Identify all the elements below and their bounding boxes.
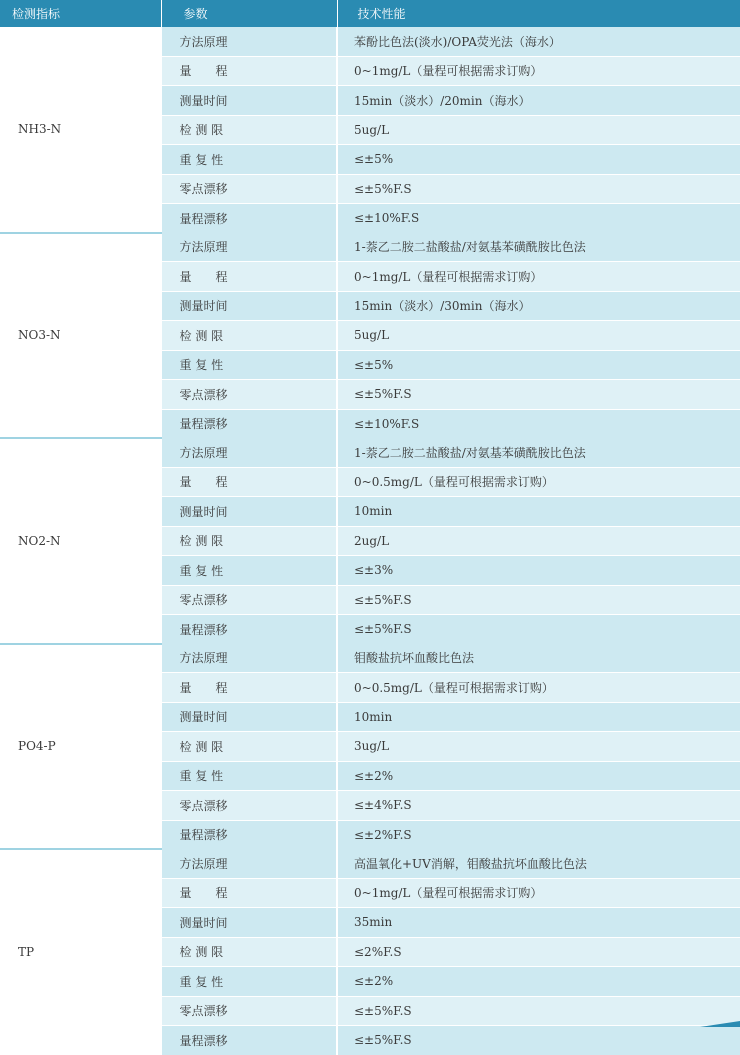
value-cell: 3ug/L xyxy=(337,732,740,762)
table-row xyxy=(0,849,740,878)
parameter-cell: 零点漂移 xyxy=(161,791,337,821)
parameter-cell: 测量时间 xyxy=(161,291,337,321)
value-cell: ≤±5% xyxy=(337,145,740,175)
header-parameter: 参数 xyxy=(161,0,337,27)
value-cell: ≤±2% xyxy=(337,761,740,791)
parameter-cell: 检 测 限 xyxy=(161,321,337,351)
parameter-cell: 检 测 限 xyxy=(161,115,337,145)
parameter-cell: 量 程 xyxy=(161,262,337,292)
table-header-row xyxy=(0,0,740,27)
parameter-cell: 零点漂移 xyxy=(161,380,337,410)
parameter-cell: 方法原理 xyxy=(161,27,337,56)
parameter-cell: 检 测 限 xyxy=(161,526,337,556)
value-cell: ≤±2%F.S xyxy=(337,820,740,849)
parameter-cell: 测量时间 xyxy=(161,497,337,527)
value-cell: 1-萘乙二胺二盐酸盐/对氨基苯磺酰胺比色法 xyxy=(337,438,740,467)
value-cell: 15min（淡水）/20min（海水） xyxy=(337,86,740,116)
indicator-cell: NH3-N xyxy=(0,27,161,233)
parameter-cell: 重 复 性 xyxy=(161,556,337,586)
parameter-cell: 测量时间 xyxy=(161,702,337,732)
parameter-cell: 零点漂移 xyxy=(161,996,337,1026)
parameter-cell: 方法原理 xyxy=(161,438,337,467)
indicator-cell: NO2-N xyxy=(0,438,161,644)
indicator-cell: NO3-N xyxy=(0,233,161,439)
table-row xyxy=(0,27,740,56)
value-cell: 0~1mg/L（量程可根据需求订购） xyxy=(337,56,740,86)
parameter-cell: 量 程 xyxy=(161,56,337,86)
parameter-cell: 方法原理 xyxy=(161,233,337,262)
value-cell: 5ug/L xyxy=(337,321,740,351)
value-cell: 10min xyxy=(337,497,740,527)
table-row xyxy=(0,233,740,262)
parameter-cell: 量 程 xyxy=(161,878,337,908)
value-cell: 高温氧化+UV消解，钼酸盐抗坏血酸比色法 xyxy=(337,849,740,878)
value-cell: 5ug/L xyxy=(337,115,740,145)
value-cell: ≤±5%F.S xyxy=(337,1026,740,1055)
value-cell: 0~1mg/L（量程可根据需求订购） xyxy=(337,262,740,292)
table-row xyxy=(0,644,740,673)
parameter-cell: 零点漂移 xyxy=(161,174,337,204)
value-cell: ≤±10%F.S xyxy=(337,204,740,233)
value-cell: ≤±3% xyxy=(337,556,740,586)
value-cell: ≤±5%F.S xyxy=(337,585,740,615)
value-cell: 钼酸盐抗坏血酸比色法 xyxy=(337,644,740,673)
corner-accent xyxy=(700,1021,740,1027)
value-cell: 1-萘乙二胺二盐酸盐/对氨基苯磺酰胺比色法 xyxy=(337,233,740,262)
value-cell: ≤±5%F.S xyxy=(337,996,740,1026)
parameter-cell: 测量时间 xyxy=(161,908,337,938)
parameter-cell: 量程漂移 xyxy=(161,1026,337,1055)
value-cell: ≤±5%F.S xyxy=(337,615,740,644)
value-cell: ≤2%F.S xyxy=(337,937,740,967)
parameter-cell: 方法原理 xyxy=(161,849,337,878)
parameter-cell: 零点漂移 xyxy=(161,585,337,615)
parameter-cell: 方法原理 xyxy=(161,644,337,673)
value-cell: ≤±5%F.S xyxy=(337,380,740,410)
parameter-cell: 检 测 限 xyxy=(161,732,337,762)
value-cell: 15min（淡水）/30min（海水） xyxy=(337,291,740,321)
table-row xyxy=(0,438,740,467)
value-cell: 2ug/L xyxy=(337,526,740,556)
parameter-cell: 重 复 性 xyxy=(161,967,337,997)
value-cell: 0~0.5mg/L（量程可根据需求订购） xyxy=(337,467,740,497)
parameter-cell: 检 测 限 xyxy=(161,937,337,967)
value-cell: 35min xyxy=(337,908,740,938)
parameter-cell: 量 程 xyxy=(161,673,337,703)
value-cell: 0~0.5mg/L（量程可根据需求订购） xyxy=(337,673,740,703)
header-indicator: 检测指标 xyxy=(0,0,161,27)
value-cell: ≤±2% xyxy=(337,967,740,997)
value-cell: 0~1mg/L（量程可根据需求订购） xyxy=(337,878,740,908)
value-cell: ≤±4%F.S xyxy=(337,791,740,821)
header-performance: 技术性能 xyxy=(337,0,740,27)
indicator-cell: PO4-P xyxy=(0,644,161,850)
parameter-cell: 测量时间 xyxy=(161,86,337,116)
value-cell: 10min xyxy=(337,702,740,732)
table-body xyxy=(0,27,740,1055)
parameter-cell: 量程漂移 xyxy=(161,615,337,644)
value-cell: 苯酚比色法(淡水)/OPA荧光法（海水） xyxy=(337,27,740,56)
value-cell: ≤±5%F.S xyxy=(337,174,740,204)
value-cell: ≤±5% xyxy=(337,350,740,380)
parameter-cell: 量程漂移 xyxy=(161,409,337,438)
parameter-cell: 量 程 xyxy=(161,467,337,497)
parameter-cell: 重 复 性 xyxy=(161,761,337,791)
parameter-cell: 重 复 性 xyxy=(161,350,337,380)
parameter-cell: 量程漂移 xyxy=(161,204,337,233)
parameter-cell: 量程漂移 xyxy=(161,820,337,849)
indicator-cell: TP xyxy=(0,849,161,1055)
parameter-cell: 重 复 性 xyxy=(161,145,337,175)
value-cell: ≤±10%F.S xyxy=(337,409,740,438)
